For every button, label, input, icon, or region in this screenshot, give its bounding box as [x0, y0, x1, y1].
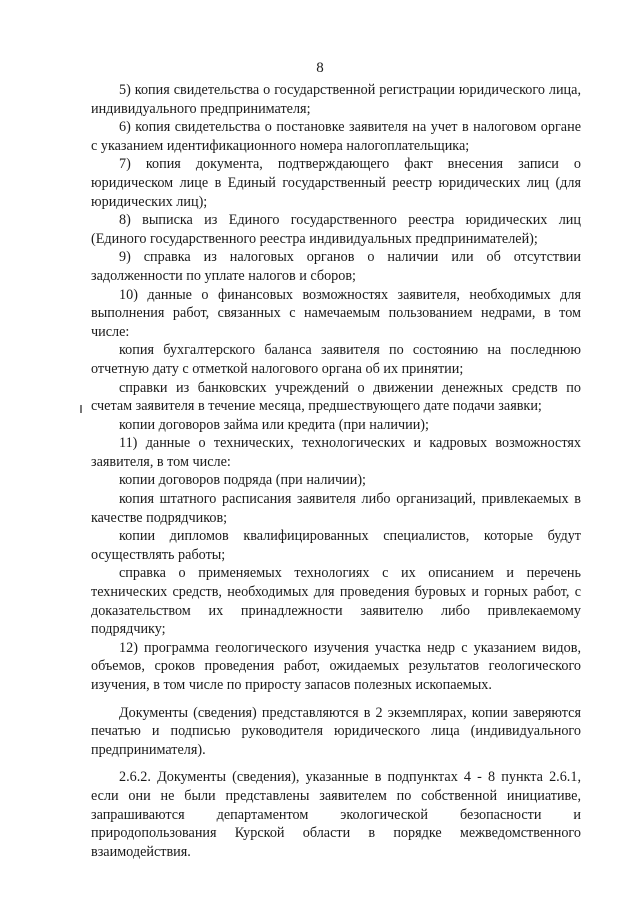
- list-item-10: 10) данные о финансовых возможностях заявителя, необходимых для выполнения работ, связанных с намечаемым пользованием недрами, в том числе:: [91, 286, 581, 340]
- list-item-8: 8) выписка из Единого государственного реестра юридических лиц (Единого государственного реестра индивидуальных предпринимателей);: [91, 212, 581, 247]
- sub-item-balance: копия бухгалтерского баланса заявителя по состоянию на последнюю отчетную дату с отметкой налогового органа об их принятии;: [91, 342, 581, 377]
- paragraph-copies: Документы (сведения) представляются в 2 экземплярах, копии заверяются печатью и подписью руководителя юридического лица (индивидуального предпринимателя).: [91, 704, 581, 758]
- sub-item-diplomas: копии дипломов квалифицированных специалистов, которые будут осуществлять работы;: [91, 528, 581, 563]
- margin-mark: [80, 405, 82, 413]
- sub-item-bank-statements: справки из банковских учреждений о движении денежных средств по счетам заявителя в течение месяца, предшествующего дате подачи заявки;: [91, 379, 581, 415]
- page-number: 8: [316, 60, 324, 76]
- list-item-6: 6) копия свидетельства о постановке заявителя на учет в налоговом органе с указанием идентификационного номера налогоплательщика;: [91, 119, 581, 154]
- sub-item-contracts: копии договоров подряда (при наличии);: [119, 472, 366, 489]
- sub-item-staff-schedule: копия штатного расписания заявителя либо организаций, привлекаемых в качестве подрядчиков;: [91, 491, 581, 526]
- list-item-11: 11) данные о технических, технологических и кадровых возможностях заявителя, в том числе:: [91, 435, 581, 470]
- list-item-7: 7) копия документа, подтверждающего факт внесения записи о юридическом лице в Единый государственный реестр юридических лиц (для юридических лиц);: [91, 156, 581, 210]
- sub-item-technologies: справка о применяемых технологиях с их описанием и перечень технических средств, необходимых для проведения буровых и горных работ, с доказательством их принадлежности заявителю либо привлекаемому подрядчику;: [91, 565, 581, 638]
- list-item-9: 9) справка из налоговых органов о наличии или об отсутствии задолженности по уплате налогов и сборов;: [91, 249, 581, 284]
- sub-item-loan-contracts: копии договоров займа или кредита (при наличии);: [119, 416, 429, 433]
- list-item-5: 5) копия свидетельства о государственной регистрации юридического лица, индивидуального предпринимателя;: [91, 82, 581, 117]
- document-body: [91, 81, 581, 861]
- paragraph-2-6-2: 2.6.2. Документы (сведения), указанные в подпунктах 4 - 8 пункта 2.6.1, если они не были представлены заявителем по собственной инициативе, запрашиваются департаментом экологической безопасности и природопользования Курской области в порядке межведомственного взаимодействия.: [91, 769, 581, 860]
- list-item-12: 12) программа геологического изучения участка недр с указанием видов, объемов, сроков проведения работ, ожидаемых результатов геологического изучения, в том числе по приросту запасов полезных ископаемых.: [91, 639, 581, 693]
